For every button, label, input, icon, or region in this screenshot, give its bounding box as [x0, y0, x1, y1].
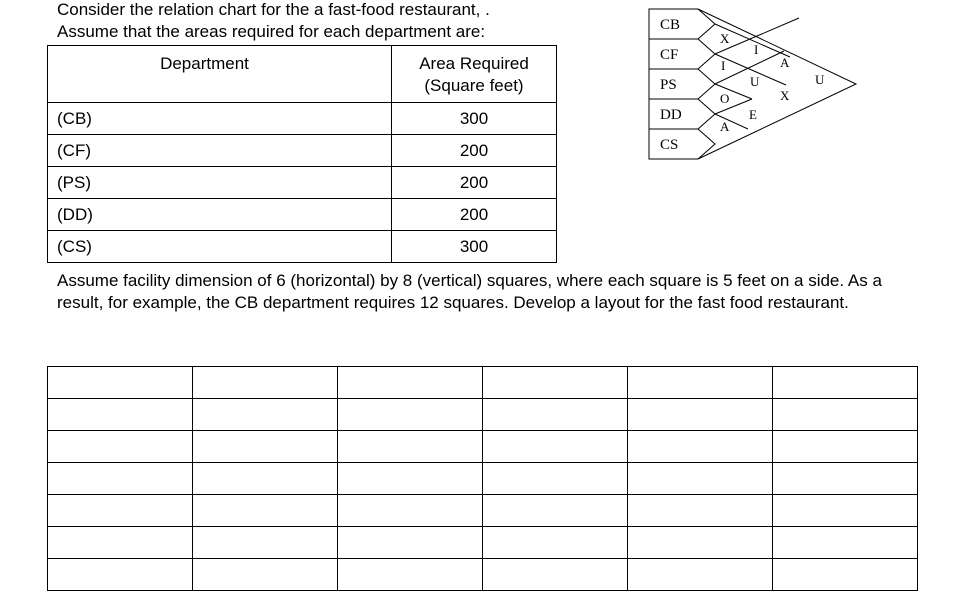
rating-ps-dd: O	[720, 91, 730, 106]
grid-cell	[483, 463, 628, 495]
grid-cell	[628, 559, 773, 591]
dept-label-ps: PS	[660, 77, 677, 93]
rating-cb-ps: I	[754, 42, 759, 57]
dept-label-cf: CF	[660, 47, 679, 63]
grid-cell	[48, 463, 193, 495]
grid-cell	[193, 463, 338, 495]
rating-cf-dd: U	[750, 74, 760, 89]
grid-cell	[628, 495, 773, 527]
grid-cell	[48, 399, 193, 431]
grid-cell	[773, 559, 918, 591]
department-cell: (DD)	[48, 199, 392, 231]
grid-cell	[628, 431, 773, 463]
grid-row	[48, 559, 918, 591]
grid-cell	[193, 399, 338, 431]
grid-cell	[628, 399, 773, 431]
department-cell: (CF)	[48, 135, 392, 167]
assumption-text: Assume facility dimension of 6 (horizontal) by 8 (vertical) squares, where each square is 5 feet on a side. As a result, for example, the CB department requires 12 squares. Develop a layout for the fast food restaurant.	[57, 271, 882, 312]
grid-cell	[48, 367, 193, 399]
table-row	[48, 135, 557, 167]
rating-cb-cf: X	[720, 31, 730, 46]
grid-cell	[483, 559, 628, 591]
grid-row	[48, 367, 918, 399]
grid-cell	[48, 431, 193, 463]
grid-cell	[338, 559, 483, 591]
department-header: Department	[48, 46, 392, 103]
grid-cell	[628, 367, 773, 399]
grid-cell	[193, 527, 338, 559]
rating-cf-cs: X	[780, 88, 790, 103]
grid-cell	[193, 495, 338, 527]
grid-cell	[483, 431, 628, 463]
grid-cell	[193, 559, 338, 591]
grid-cell	[773, 431, 918, 463]
grid-cell	[193, 431, 338, 463]
area-required-header	[392, 46, 557, 103]
grid-row	[48, 399, 918, 431]
dept-label-dd: DD	[660, 107, 682, 123]
grid-cell	[338, 463, 483, 495]
rating-cf-ps: I	[721, 58, 726, 73]
grid-row	[48, 431, 918, 463]
grid-cell	[773, 367, 918, 399]
department-cell: (CB)	[48, 103, 392, 135]
dept-label-cs: CS	[660, 137, 679, 153]
grid-cell	[48, 527, 193, 559]
area-cell: 300	[392, 231, 557, 263]
grid-cell	[48, 495, 193, 527]
area-header-line-2: (Square feet)	[424, 76, 524, 95]
grid-cell	[483, 527, 628, 559]
layout-grid	[47, 366, 918, 591]
grid-cell	[48, 559, 193, 591]
relation-chart	[648, 6, 868, 162]
dept-label-cb: CB	[660, 17, 681, 33]
intro-line-2: Assume that the areas required for each department are:	[57, 22, 486, 41]
area-cell: 300	[392, 103, 557, 135]
table-row	[48, 167, 557, 199]
table-row	[48, 103, 557, 135]
grid-cell	[338, 527, 483, 559]
table-header-row	[48, 46, 557, 103]
grid-cell	[773, 463, 918, 495]
grid-cell	[338, 431, 483, 463]
rating-ps-cs: E	[749, 107, 757, 122]
grid-cell	[773, 399, 918, 431]
area-cell: 200	[392, 199, 557, 231]
grid-row	[48, 463, 918, 495]
rating-cb-cs: U	[815, 72, 825, 87]
grid-cell	[338, 399, 483, 431]
grid-cell	[628, 463, 773, 495]
grid-cell	[193, 367, 338, 399]
grid-cell	[628, 527, 773, 559]
department-cell: (PS)	[48, 167, 392, 199]
rating-cb-dd: A	[780, 55, 790, 70]
grid-cell	[483, 367, 628, 399]
area-header-line-1: Area Required	[419, 54, 529, 73]
rating-dd-cs: A	[720, 119, 730, 134]
table-row	[48, 231, 557, 263]
grid-cell	[773, 495, 918, 527]
department-cell: (CS)	[48, 231, 392, 263]
area-cell: 200	[392, 135, 557, 167]
grid-cell	[483, 495, 628, 527]
grid-cell	[338, 367, 483, 399]
grid-row	[48, 527, 918, 559]
area-cell: 200	[392, 167, 557, 199]
grid-cell	[483, 399, 628, 431]
intro-line-1: Consider the relation chart for the a fast-food restaurant, .	[57, 0, 490, 19]
grid-cell	[773, 527, 918, 559]
table-row	[48, 199, 557, 231]
grid-row	[48, 495, 918, 527]
grid-cell	[338, 495, 483, 527]
area-requirements-table	[47, 45, 557, 263]
